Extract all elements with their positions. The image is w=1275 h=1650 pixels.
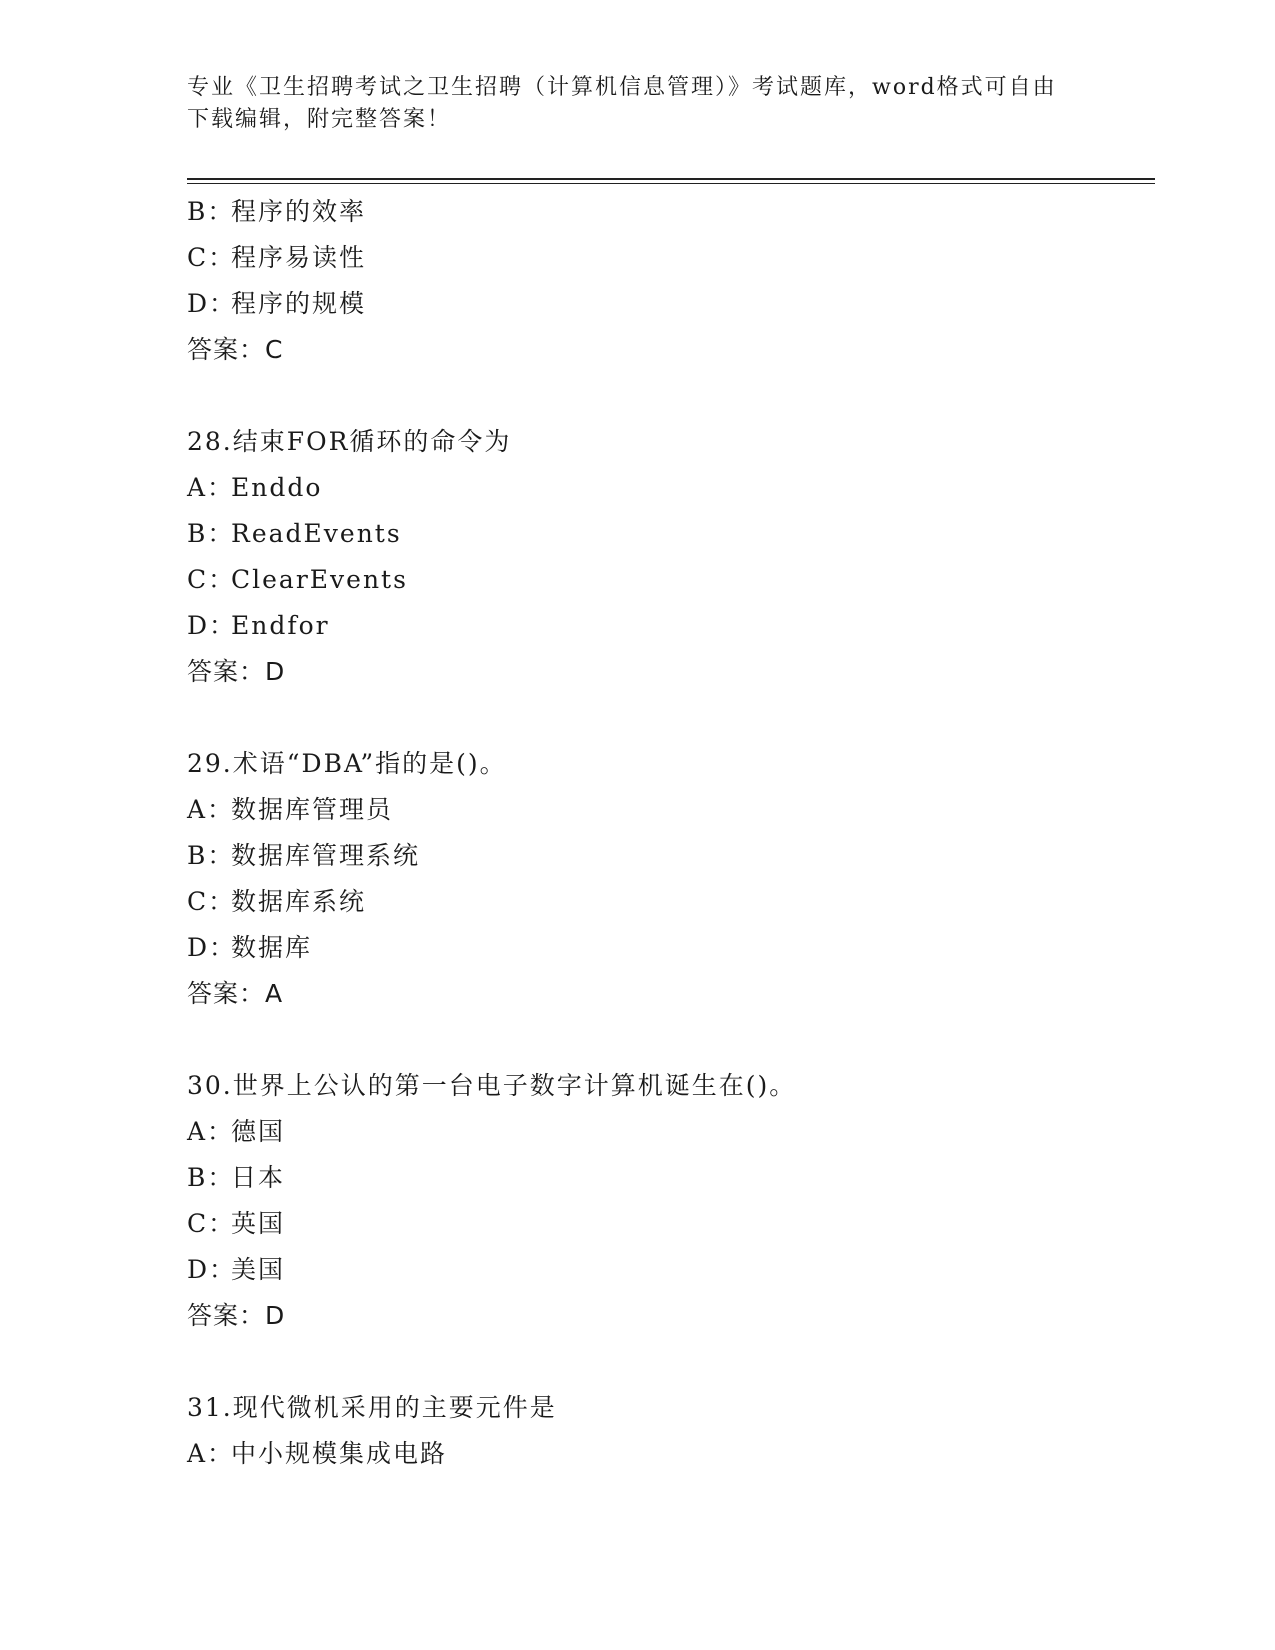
- option-line: [187, 557, 1147, 603]
- option-label: B：: [187, 1163, 235, 1192]
- header-rule-thin: [187, 183, 1155, 184]
- option-line: [187, 1247, 1147, 1293]
- option-line: [187, 1431, 1147, 1477]
- option-line: [187, 833, 1147, 879]
- spacer: [187, 373, 1147, 419]
- question-stem: 30.世界上公认的第一台电子数字计算机诞生在()。: [187, 1071, 797, 1100]
- header-rule-thick: [187, 178, 1155, 180]
- option-text: 程序易读性: [231, 243, 367, 272]
- option-line: [187, 511, 1147, 557]
- answer-line: 答案：C: [187, 335, 284, 364]
- option-line: [187, 189, 1147, 235]
- option-text: 程序的规模: [231, 289, 367, 318]
- option-line: [187, 603, 1147, 649]
- option-text: 中小规模集成电路: [231, 1439, 448, 1468]
- question-stem: 29.术语“DBA”指的是()。: [187, 749, 507, 778]
- option-text: 数据库管理系统: [231, 841, 421, 870]
- question-stem: 28.结束FOR循环的命令为: [187, 427, 512, 456]
- question-stem: 31.现代微机采用的主要元件是: [187, 1393, 557, 1422]
- answer-line: 答案：A: [187, 979, 284, 1008]
- option-label: B：: [187, 841, 235, 870]
- option-label: A：: [187, 1117, 235, 1146]
- option-text: 数据库系统: [231, 887, 367, 916]
- option-label: C：: [187, 243, 236, 272]
- option-line: [187, 1201, 1147, 1247]
- option-text: 英国: [231, 1209, 286, 1238]
- option-label: D：: [187, 289, 237, 318]
- option-text: Enddo: [231, 473, 323, 502]
- option-label: C：: [187, 1209, 236, 1238]
- option-line: [187, 925, 1147, 971]
- option-text: 数据库: [231, 933, 313, 962]
- option-text: ReadEvents: [231, 519, 402, 548]
- question-block-31: [187, 1385, 1147, 1477]
- question-block-30: [187, 1063, 1147, 1339]
- answer-line: 答案：D: [187, 1301, 286, 1330]
- spacer: [187, 1339, 1147, 1385]
- option-label: D：: [187, 1255, 237, 1284]
- option-label: C：: [187, 565, 236, 594]
- question-block-28: [187, 419, 1147, 695]
- option-text: 美国: [231, 1255, 286, 1284]
- option-line: [187, 235, 1147, 281]
- document-header: 专业《卫生招聘考试之卫生招聘（计算机信息管理）》考试题库，word格式可自由下载编辑，附完整答案！: [187, 75, 1057, 132]
- option-label: A：: [187, 795, 235, 824]
- answer-line: 答案：D: [187, 657, 286, 686]
- option-line: [187, 787, 1147, 833]
- option-text: 程序的效率: [231, 197, 367, 226]
- option-text: 德国: [231, 1117, 286, 1146]
- option-label: D：: [187, 933, 237, 962]
- option-text: Endfor: [231, 611, 330, 640]
- option-text: 日本: [231, 1163, 286, 1192]
- question-list: [187, 189, 1147, 1477]
- option-line: [187, 879, 1147, 925]
- option-line: [187, 281, 1147, 327]
- option-line: [187, 1155, 1147, 1201]
- question-block-partial: [187, 189, 1147, 373]
- spacer: [187, 695, 1147, 741]
- option-label: B：: [187, 519, 235, 548]
- option-text: 数据库管理员: [231, 795, 394, 824]
- option-label: D：: [187, 611, 237, 640]
- option-label: C：: [187, 887, 236, 916]
- option-label: A：: [187, 473, 235, 502]
- question-block-29: [187, 741, 1147, 1017]
- option-text: ClearEvents: [231, 565, 408, 594]
- option-label: B：: [187, 197, 235, 226]
- option-line: [187, 465, 1147, 511]
- option-line: [187, 1109, 1147, 1155]
- option-label: A：: [187, 1439, 235, 1468]
- spacer: [187, 1017, 1147, 1063]
